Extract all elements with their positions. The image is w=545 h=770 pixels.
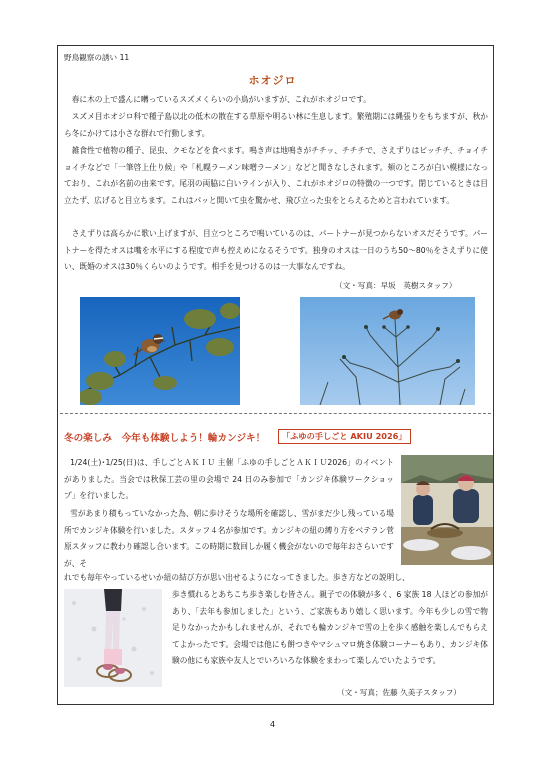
article1-paragraph-3: 雑食性で植物の種子、昆虫、クモなどを食べます。鳴き声は地鳴きがチチッ、チチチで、さえずりはピッチチ、チョイチョイチなどで「一筆啓上仕り候」や「札幌ラーメン味噌ラーメン」などと聞きなしされます。頬のところが白い模様になっており、これが名前の由来です。尾羽の両脇に白いラインが入り、これがホオジロの特徴の一つです。閉じているときは目立たず、広げると目立ちます。これはパッと開いて虫を驚かせ、飛び立った虫をとらえるためと言われています。 bbox=[64, 146, 488, 205]
section-divider bbox=[60, 413, 491, 414]
bunting-treetop-photo bbox=[300, 297, 475, 405]
child-snowshoe-photo bbox=[64, 589, 162, 687]
bunting-closeup-photo bbox=[80, 297, 240, 405]
article2-paragraph-1: 1/24(土)･1/25(日)は、手しごとＡＫＩＵ 主催「ふゆの手しごとＡＫＩＵ2026」のイベントがありました。当会では秋保工芸の里の会場で 24 日のみ参加で「カンジキ体験ワークショップ」を行いました。 bbox=[64, 458, 394, 501]
article1-paragraph-4: さえずりは高らかに歌い上げますが、目立つところで鳴いているのは、パートナーが見つからないオスだそうです。パートナーを得たオスは嘴を水平にする程度で声も控えめになるそうです。独身のオスは一日のうち50～80％をさえずりに使い、既婚のオスは30％くらいのようです。相手を見つけるのは一大事なんですね。 bbox=[64, 229, 488, 272]
workshop-photo bbox=[401, 455, 493, 565]
event-name-badge: 「ふゆの手しごと AKIU 2026」 bbox=[278, 429, 411, 444]
article1-credit: （文・写真：早坂 英樹スタッフ） bbox=[335, 281, 457, 290]
article1-paragraph-1: 春に木の上で盛んに囀っているスズメくらいの小鳥がいますが、これがホオジロです。 bbox=[71, 95, 371, 104]
article2-paragraph-4: 歩き慣れるとあちこち歩き楽しむ皆さん。親子での体験が多く、6 家族 18 人ほどの参加があり、「去年も参加しました」という、ご家族もあり嬉しく思います。今年も少しの雪で物足りなかったかもしれませんが、それでも輪カンジキで雪の上を歩く感触を楽しんでもらえてよかったです。会場では他にも餅つきやマシュマロ焼き体験コーナーもあり、カンジキ体験の他にも家族や友人とでいろいろな体験をまわって楽しんでいたようです。 bbox=[172, 590, 488, 666]
article2-heading: 冬の楽しみ 今年も体験しよう！輪カンジキ！ bbox=[64, 433, 266, 444]
article2-credit: （文・写真；佐藤 久美子スタッフ） bbox=[337, 688, 461, 697]
series-label: 野鳥観察の誘い 11 bbox=[64, 53, 130, 62]
article2-paragraph-3: れでも毎年やっているせいか紐の結び方が思い出せるようになってきました。歩き方などの説明し、 bbox=[64, 573, 410, 582]
article1-paragraph-2: スズメ目ホオジロ科で種子島以北の低木の散在する草原や明るい林に生息します。繁殖期には縄張りをもちますが、秋から冬にかけては小さな群れで行動します。 bbox=[64, 112, 488, 138]
article2-paragraph-2: 雪があまり積もっていなかった為、朝に歩けそうな場所を確認し、雪がまだ少し残っている場所でカンジキ体験を行いました。スタッフ４名が参加です。カンジキの紐の縛り方をベテラン菅原スタッフに教わり確認し合います。この時期に数回しか履く機会がないので毎年おさらいですが、そ bbox=[64, 509, 394, 568]
article-title: ホオジロ bbox=[248, 74, 297, 87]
page-number: 4 bbox=[269, 720, 276, 729]
